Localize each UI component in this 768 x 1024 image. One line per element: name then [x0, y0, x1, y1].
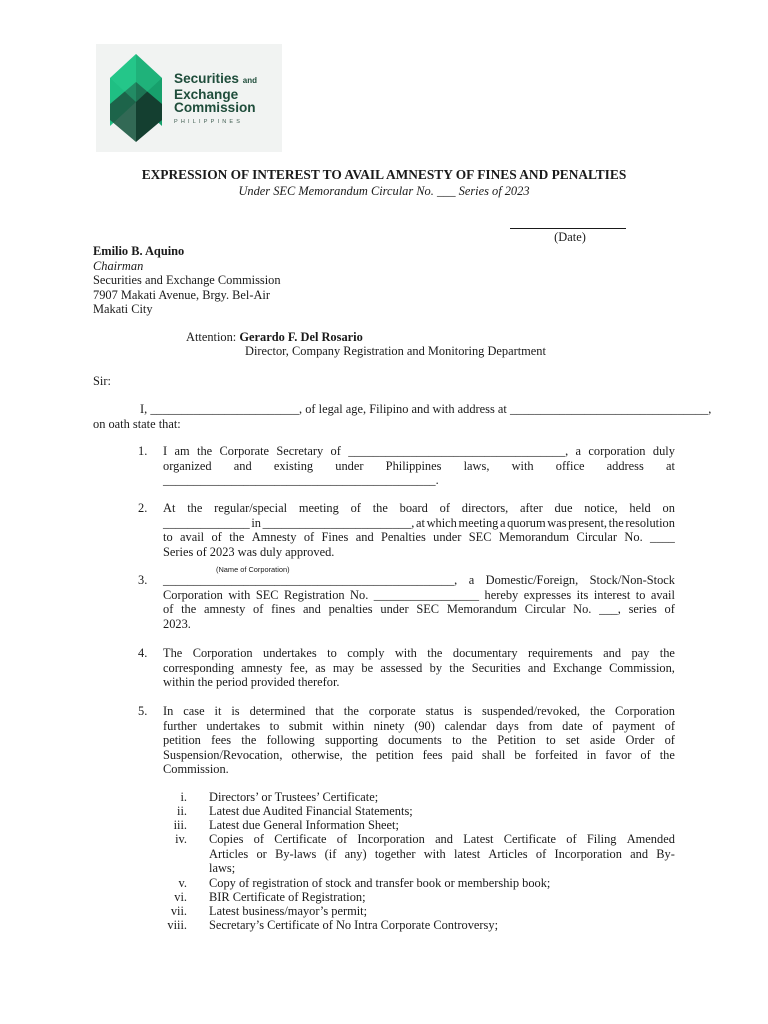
item-line: within the period provided therefor. — [163, 675, 340, 690]
addressee-org: Securities and Exchange Commission — [93, 273, 281, 288]
addressee-city: Makati City — [93, 302, 153, 317]
item-line: Series of 2023 was duly approved. — [163, 544, 335, 559]
item-line: organized and existing under Philippines laws, with office address at — [163, 458, 675, 473]
sec-logo-icon — [96, 44, 176, 152]
date-label: (Date) — [554, 230, 586, 244]
item-line: I am the Corporate Secretary of ___________________________________, a corporation duly — [163, 444, 675, 458]
item-line: Commission. — [163, 762, 229, 777]
roman-numeral: vi. — [174, 890, 187, 904]
item-body — [163, 704, 675, 777]
intro-line-1: I, ________________________, of legal age, Filipino and with address at ________________________________, — [140, 402, 712, 416]
corporation-name-note: (Name of Corporation) — [216, 565, 290, 574]
item-body — [163, 646, 675, 690]
roman-numeral: i. — [180, 790, 187, 804]
addressee-block — [93, 244, 281, 317]
item-line: corresponding amnesty fee, as may be assessed by the Securities and Exchange Commission, — [163, 660, 675, 675]
document-line: Directors’ or Trustees’ Certificate; — [209, 790, 379, 804]
addressee-title: Chairman — [93, 258, 144, 273]
item-number: 4. — [138, 646, 148, 660]
roman-numeral: v. — [178, 876, 187, 890]
addressee-street: 7907 Makati Avenue, Brgy. Bel-Air — [93, 287, 270, 302]
document-line: BIR Certificate of Registration; — [209, 890, 366, 904]
document-line: Latest due Audited Financial Statements; — [209, 804, 413, 818]
item-line: 2023. — [163, 616, 191, 631]
roman-numeral: iii. — [173, 818, 187, 832]
item-line: to avail of the Amnesty of Fines and Penalties under SEC Memorandum Circular No. ____ — [163, 530, 675, 545]
document-subtitle: Under SEC Memorandum Circular No. ___ Series of 2023 — [238, 184, 530, 198]
roman-numeral: iv. — [175, 832, 187, 846]
date-line — [510, 218, 626, 229]
roman-numeral: vii. — [170, 904, 187, 918]
attention-name: Gerardo F. Del Rosario — [239, 330, 363, 344]
item-line: Suspension/Revocation, otherwise, the petition fees paid shall be forfeited in favor of the — [163, 747, 675, 762]
salutation: Sir: — [93, 374, 111, 388]
item-number: 5. — [138, 704, 148, 718]
item-body — [163, 444, 675, 488]
item-number: 1. — [138, 444, 148, 458]
document-line: Copy of registration of stock and transfer book or membership book; — [209, 876, 551, 890]
addressee-name: Emilio B. Aquino — [93, 244, 185, 258]
document-line: Articles or By-laws (if any) together with latest Articles of Incorporation and By- — [209, 846, 675, 861]
document-line: Copies of Certificate of Incorporation and Latest Certificate of Filing Amended — [209, 832, 675, 846]
attention-label: Attention: — [186, 330, 237, 344]
document-line: Latest due General Information Sheet; — [209, 818, 399, 832]
item-number: 3. — [138, 573, 148, 587]
document-title: EXPRESSION OF INTEREST TO AVAIL AMNESTY OF FINES AND PENALTIES — [141, 167, 627, 182]
item-body — [163, 573, 675, 631]
item-line: The Corporation undertakes to comply with the documentary requirements and pay the — [163, 646, 675, 660]
item-line: ______________ in ________________________, at which meeting a quorum was present, the resolution — [163, 515, 675, 530]
item-number: 2. — [138, 501, 148, 515]
item-body — [163, 501, 675, 559]
roman-numeral: viii. — [167, 918, 187, 932]
intro-line-2: on oath state that: — [93, 416, 181, 431]
item-line: In case it is determined that the corporate status is suspended/revoked, the Corporation — [163, 704, 675, 718]
document-line: Secretary’s Certificate of No Intra Corporate Controversy; — [209, 918, 499, 932]
document-line: laws; — [209, 861, 236, 876]
attention-line — [186, 330, 363, 345]
document-line: Latest business/mayor’s permit; — [209, 904, 368, 918]
intro-paragraph — [93, 402, 712, 431]
item-line: further undertakes to submit within ninety (90) calendar days from date of payment of — [163, 718, 675, 733]
item-line: of the amnesty of fines and penalties under SEC Memorandum Circular No. ___, series of — [163, 602, 675, 617]
item-line: ____________________________________________. — [163, 473, 439, 488]
sec-logo-text: Securities and Exchange Commission PHILIPPINES — [174, 71, 257, 125]
attention-position: Director, Company Registration and Monitoring Department — [245, 344, 546, 358]
item-line: petition fees the following supporting documents to the Petition to set aside Order of — [163, 733, 675, 748]
roman-numeral: ii. — [177, 804, 187, 818]
item-line: _______________________________________________, a Domestic/Foreign, Stock/Non-Stock — [163, 573, 675, 587]
item-line: Corporation with SEC Registration No. _________________ hereby expresses its interest to avail — [163, 587, 675, 602]
item-line: At the regular/special meeting of the board of directors, after due notice, held on — [163, 501, 675, 515]
